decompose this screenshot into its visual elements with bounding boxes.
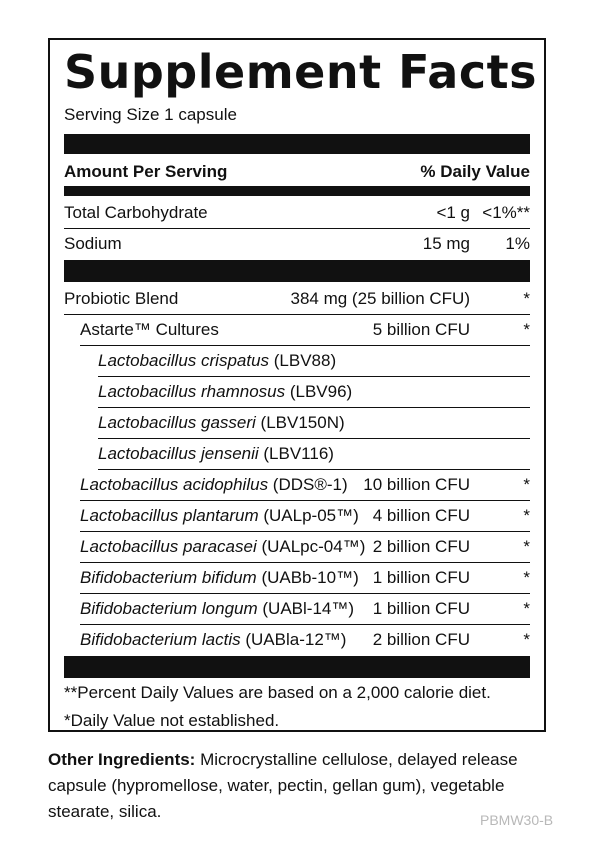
- blend-row: [64, 284, 530, 315]
- astarte-strain-row: [98, 439, 530, 470]
- divider-thick-top: [64, 134, 530, 154]
- strain-code: (UABl-14™): [262, 599, 355, 618]
- nutrient-dv: 1%: [505, 234, 530, 253]
- strain-row: [80, 501, 530, 532]
- astarte-row: [80, 315, 530, 346]
- strain-code: (UALp-05™): [263, 506, 359, 525]
- strain-species: Lactobacillus gasseri: [98, 413, 256, 432]
- strain-amount: 4 billion CFU: [372, 506, 470, 525]
- divider-medium: [64, 186, 530, 196]
- strain-code: (DDS®-1): [272, 475, 348, 494]
- other-ingredients-label: Other Ingredients:: [48, 750, 196, 769]
- nutrient-row: [64, 229, 530, 259]
- strain-species: Lactobacillus plantarum: [80, 506, 259, 525]
- strain-amount: 1 billion CFU: [372, 568, 470, 587]
- astarte-name: Astarte™ Cultures: [80, 320, 219, 339]
- astarte-amount: 5 billion CFU: [372, 320, 470, 339]
- blend-amount: 384 mg (25 billion CFU): [290, 289, 470, 308]
- strain-dv: *: [523, 630, 530, 649]
- blend-name: Probiotic Blend: [64, 289, 179, 308]
- astarte-strain-row: [98, 346, 530, 377]
- strain-dv: *: [523, 537, 530, 556]
- supplement-facts-panel: [48, 38, 546, 732]
- strain-code: (UABb-10™): [261, 568, 359, 587]
- strain-row: [80, 594, 530, 625]
- strain-row: [80, 470, 530, 501]
- strain-row: [80, 563, 530, 594]
- strain-dv: *: [523, 568, 530, 587]
- header-daily-value: % Daily Value: [420, 162, 530, 181]
- strain-code: (LBV150N): [260, 413, 345, 432]
- nutrient-name: Total Carbohydrate: [64, 203, 208, 222]
- strain-species: Lactobacillus paracasei: [80, 537, 257, 556]
- strain-amount: 2 billion CFU: [372, 537, 470, 556]
- strain-species: Lactobacillus crispatus: [98, 351, 270, 370]
- serving-size: Serving Size 1 capsule: [64, 105, 237, 124]
- header-amount-per-serving: Amount Per Serving: [64, 162, 228, 181]
- strain-amount: 1 billion CFU: [372, 599, 470, 618]
- strain-row: [80, 625, 530, 655]
- strain-species: Lactobacillus acidophilus: [80, 475, 269, 494]
- nutrient-row: [64, 198, 530, 229]
- astarte-strain-row: [98, 377, 530, 408]
- nutrient-amount: <1 g: [436, 203, 470, 222]
- divider-thick-bottom: [64, 656, 530, 678]
- strain-dv: *: [523, 506, 530, 525]
- footnote-dv-not-established: *Daily Value not established.: [64, 711, 280, 730]
- strain-species: Lactobacillus rhamnosus: [98, 382, 286, 401]
- product-code: PBMW30-B: [480, 812, 554, 828]
- strain-row: [80, 532, 530, 563]
- strain-species: Bifidobacterium bifidum: [80, 568, 257, 587]
- strain-dv: *: [523, 475, 530, 494]
- strain-species: Bifidobacterium lactis: [80, 630, 241, 649]
- strain-code: (UALpc-04™): [261, 537, 366, 556]
- strain-amount: 10 billion CFU: [363, 475, 470, 494]
- strain-code: (LBV88): [273, 351, 337, 370]
- astarte-dv: *: [523, 320, 530, 339]
- strain-code: (LBV116): [263, 444, 334, 463]
- strain-code: (LBV96): [289, 382, 353, 401]
- blend-dv: *: [523, 289, 530, 308]
- table-header: [64, 158, 530, 184]
- nutrient-dv: <1%**: [482, 203, 530, 222]
- other-ingredients-text: Microcrystalline cellulose, delayed release capsule (hypromellose, water, pectin, gellan gum), vegetable stearate, silica.: [48, 750, 518, 821]
- strain-species: Bifidobacterium longum: [80, 599, 258, 618]
- nutrient-amount: 15 mg: [422, 234, 470, 253]
- divider-thick-middle: [64, 260, 530, 282]
- footnote-percent-dv: **Percent Daily Values are based on a 2,000 calorie diet.: [64, 683, 491, 702]
- strain-code: (UABla-12™): [245, 630, 347, 649]
- strain-amount: 2 billion CFU: [372, 630, 470, 649]
- astarte-strain-row: [98, 408, 530, 439]
- nutrient-name: Sodium: [64, 234, 122, 253]
- strain-dv: *: [523, 599, 530, 618]
- strain-species: Lactobacillus jensenii: [98, 444, 259, 463]
- panel-title: Supplement Facts: [64, 45, 537, 99]
